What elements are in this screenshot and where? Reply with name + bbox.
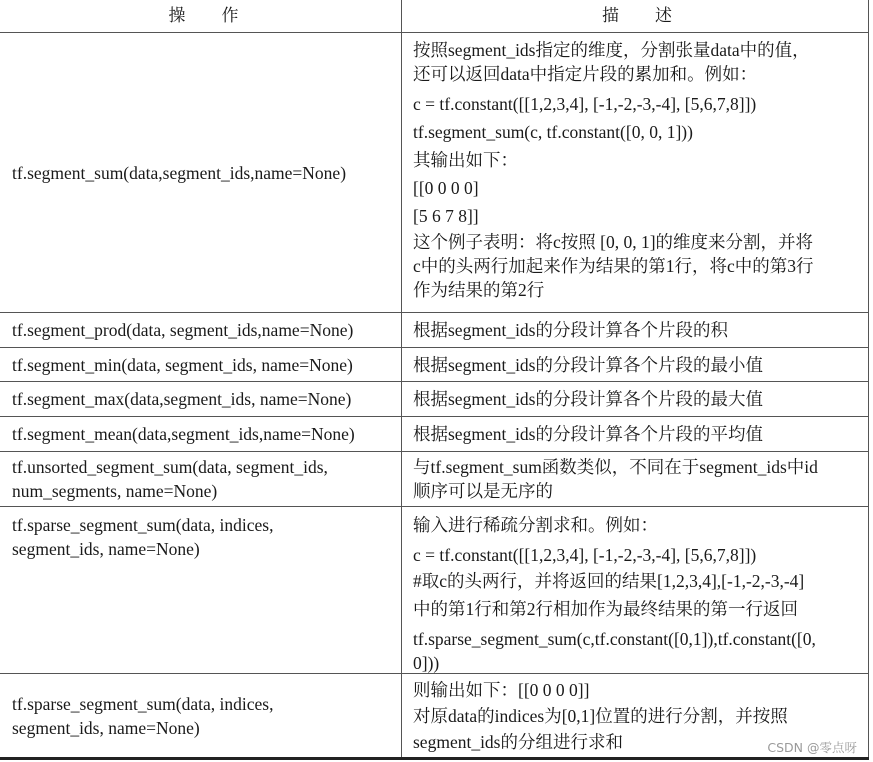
operation-cell (0, 452, 402, 506)
table-row (0, 674, 869, 760)
description-line: tf.sparse_segment_sum(c,tf.constant([0,1]),tf.constant([0, (413, 629, 816, 649)
operation-text: tf.sparse_segment_sum(data, indices, (12, 693, 274, 714)
table-row (0, 417, 869, 452)
table-row (0, 313, 869, 348)
description-cell (402, 452, 869, 506)
description-line: 对原data的indices为[0,1]位置的进行分割，并按照 (413, 706, 788, 726)
table-row (0, 507, 869, 674)
description-line: 顺序可以是无序的 (413, 481, 553, 501)
operation-text: tf.unsorted_segment_sum(data, segment_ids, (12, 457, 328, 477)
description-line: 根据segment_ids的分段计算各个片段的平均值 (413, 424, 763, 444)
operation-text: tf.segment_prod(data, segment_ids,name=None) (12, 320, 354, 340)
description-line: tf.segment_sum(c, tf.constant([0, 0, 1])) (413, 122, 693, 142)
description-cell (402, 507, 869, 673)
description-line: c中的头两行加起来作为结果的第1行，将c中的第3行 (413, 256, 814, 276)
description-line: #取c的头两行，并将返回的结果[1,2,3,4],[-1,-2,-3,-4] (413, 571, 805, 591)
description-cell (402, 313, 869, 347)
table-header-row (0, 0, 869, 33)
description-cell (402, 417, 869, 451)
operation-cell (0, 348, 402, 381)
operation-text: tf.segment_mean(data,segment_ids,name=None) (12, 424, 355, 444)
description-cell (402, 33, 869, 312)
description-line: 根据segment_ids的分段计算各个片段的最小值 (413, 354, 763, 375)
description-line: segment_ids的分组进行求和 (413, 732, 623, 752)
table-row (0, 382, 869, 417)
description-line: [[0 0 0 0] (413, 178, 479, 198)
operation-text: segment_ids, name=None) (12, 717, 200, 738)
description-line: 还可以返回data中指定片段的累加和。例如： (413, 64, 758, 84)
operation-cell (0, 382, 402, 416)
header-operation-char-1: 操 (168, 6, 186, 26)
operation-cell (0, 507, 402, 673)
description-line: 0])) (413, 653, 440, 673)
table-row (0, 452, 869, 507)
description-line: c = tf.constant([[1,2,3,4], [-1,-2,-3,-4], [5,6,7,8]]) (413, 94, 757, 114)
description-line: 与tf.segment_sum函数类似，不同在于segment_ids中id (413, 457, 818, 477)
header-operation-char-2: 作 (221, 6, 239, 26)
csdn-watermark: CSDN @零点呀 (767, 740, 857, 755)
description-line: 这个例子表明：将c按照 [0, 0, 1]的维度来分割，并将 (413, 232, 814, 252)
description-line: 作为结果的第2行 (413, 280, 545, 300)
header-description (402, 0, 869, 32)
description-line: 输入进行稀疏分割求和。例如： (413, 515, 658, 535)
description-line: 中的第1行和第2行相加作为最终结果的第一行返回 (413, 599, 798, 619)
operation-text: segment_ids, name=None) (12, 539, 200, 559)
description-line: 根据segment_ids的分段计算各个片段的最大值 (413, 389, 763, 409)
operation-cell (0, 313, 402, 347)
operation-cell (0, 417, 402, 451)
description-line: 根据segment_ids的分段计算各个片段的积 (413, 320, 728, 340)
description-cell (402, 382, 869, 416)
description-line: 其输出如下： (413, 150, 518, 170)
header-description-char-1: 描 (602, 6, 619, 26)
description-cell (402, 348, 869, 381)
operation-text: tf.sparse_segment_sum(data, indices, (12, 515, 274, 535)
operation-cell (0, 33, 402, 312)
operation-text: tf.segment_min(data, segment_ids, name=None) (12, 354, 353, 375)
description-line: 则输出如下：[[0 0 0 0]] (413, 680, 590, 700)
operation-text: num_segments, name=None) (12, 481, 218, 501)
operation-text: tf.segment_sum(data,segment_ids,name=None) (12, 162, 347, 183)
description-line: [5 6 7 8]] (413, 206, 479, 226)
operation-text: tf.segment_max(data,segment_ids, name=None) (12, 389, 352, 409)
header-operation (0, 0, 402, 32)
table-row (0, 348, 869, 382)
description-line: 按照segment_ids指定的维度，分割张量data中的值， (413, 40, 810, 60)
description-line: c = tf.constant([[1,2,3,4], [-1,-2,-3,-4], [5,6,7,8]]) (413, 545, 757, 565)
header-description-char-2: 述 (655, 6, 672, 26)
operation-cell (0, 674, 402, 757)
table-row (0, 33, 869, 313)
